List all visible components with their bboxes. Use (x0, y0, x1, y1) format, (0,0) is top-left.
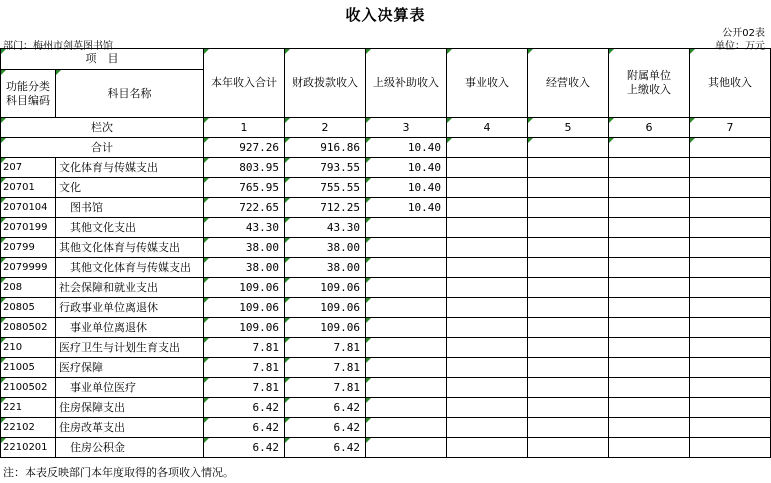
row-value (447, 218, 528, 238)
row-value (528, 338, 609, 358)
total-row (1, 138, 771, 158)
row-value (528, 178, 609, 198)
row-name: 医疗保障 (56, 358, 204, 378)
table-row (1, 278, 771, 298)
row-value (609, 438, 690, 458)
row-value: 10.40 (366, 178, 447, 198)
row-value (366, 318, 447, 338)
row-name: 其他文化支出 (56, 218, 204, 238)
header-code: 功能分类科目编码 (1, 70, 56, 118)
row-value: 7.81 (285, 378, 366, 398)
row-value: 722.65 (204, 198, 285, 218)
row-name: 图书馆 (56, 198, 204, 218)
row-value (528, 318, 609, 338)
row-value (366, 218, 447, 238)
row-value (447, 358, 528, 378)
row-value (528, 358, 609, 378)
row-value (447, 318, 528, 338)
row-value (366, 298, 447, 318)
row-value (366, 418, 447, 438)
row-value (447, 338, 528, 358)
row-name: 其他文化体育与传媒支出 (56, 258, 204, 278)
total-label: 合计 (1, 138, 204, 158)
table-row (1, 218, 771, 238)
total-value: 916.86 (285, 138, 366, 158)
total-value (528, 138, 609, 158)
row-value (366, 278, 447, 298)
row-value (528, 378, 609, 398)
row-value (528, 418, 609, 438)
row-code: 2210201 (1, 438, 56, 458)
row-value: 6.42 (285, 398, 366, 418)
row-value (609, 158, 690, 178)
row-code: 20805 (1, 298, 56, 318)
row-value (609, 238, 690, 258)
department-label: 部门：梅州市剑英图书馆 (3, 41, 113, 52)
row-value (609, 418, 690, 438)
row-value (366, 438, 447, 458)
row-value (690, 418, 771, 438)
col-header: 经营收入 (528, 49, 609, 118)
table-row (1, 178, 771, 198)
row-value: 7.81 (204, 378, 285, 398)
row-value (609, 358, 690, 378)
col-header: 财政拨款收入 (285, 49, 366, 118)
row-value (690, 278, 771, 298)
table-row (1, 398, 771, 418)
row-value (447, 158, 528, 178)
row-value (366, 398, 447, 418)
lanci-num: 1 (204, 118, 285, 138)
row-value: 6.42 (285, 418, 366, 438)
footnote: 注：本表反映部门本年度取得的各项收入情况。 (3, 466, 234, 479)
row-name: 事业单位离退休 (56, 318, 204, 338)
row-value (366, 378, 447, 398)
row-value: 793.55 (285, 158, 366, 178)
row-value (447, 278, 528, 298)
table-row (1, 438, 771, 458)
row-value: 109.06 (285, 298, 366, 318)
row-value: 7.81 (204, 338, 285, 358)
row-name: 社会保障和就业支出 (56, 278, 204, 298)
header-name: 科目名称 (56, 70, 204, 118)
total-value: 10.40 (366, 138, 447, 158)
unit-label: 单位：万元 (715, 41, 765, 52)
row-code: 20701 (1, 178, 56, 198)
row-name: 住房改革支出 (56, 418, 204, 438)
row-name: 事业单位医疗 (56, 378, 204, 398)
row-value (609, 398, 690, 418)
lanci-num: 2 (285, 118, 366, 138)
page-title: 收入决算表 (345, 6, 426, 24)
row-value (609, 258, 690, 278)
row-name: 其他文化体育与传媒支出 (56, 238, 204, 258)
row-value (690, 378, 771, 398)
row-name: 文化体育与传媒支出 (56, 158, 204, 178)
row-value (447, 378, 528, 398)
row-value (447, 258, 528, 278)
row-code: 207 (1, 158, 56, 178)
form-code: 公开02表 (722, 28, 765, 39)
lanci-row (1, 118, 771, 138)
row-value (447, 238, 528, 258)
row-code: 20799 (1, 238, 56, 258)
row-value: 6.42 (204, 418, 285, 438)
row-value (609, 378, 690, 398)
row-value: 755.55 (285, 178, 366, 198)
row-value (609, 298, 690, 318)
col-header: 其他收入 (690, 49, 771, 118)
row-value (609, 198, 690, 218)
row-value (690, 298, 771, 318)
row-value (609, 318, 690, 338)
row-code: 2080502 (1, 318, 56, 338)
col-header: 附属单位上缴收入 (609, 49, 690, 118)
row-value (528, 258, 609, 278)
row-value (366, 358, 447, 378)
row-code: 210 (1, 338, 56, 358)
row-value (447, 438, 528, 458)
row-value (690, 198, 771, 218)
income-table (0, 48, 771, 458)
table-row (1, 298, 771, 318)
row-value: 6.42 (204, 398, 285, 418)
row-value (366, 338, 447, 358)
lanci-label: 栏次 (1, 118, 204, 138)
row-value (609, 278, 690, 298)
row-name: 住房保障支出 (56, 398, 204, 418)
table-row (1, 418, 771, 438)
row-value (690, 438, 771, 458)
row-code: 22102 (1, 418, 56, 438)
row-value: 803.95 (204, 158, 285, 178)
col-header: 事业收入 (447, 49, 528, 118)
table-row (1, 318, 771, 338)
row-value (528, 198, 609, 218)
row-value (447, 418, 528, 438)
row-value: 10.40 (366, 198, 447, 218)
row-value: 7.81 (285, 338, 366, 358)
row-code: 2079999 (1, 258, 56, 278)
row-value (447, 198, 528, 218)
row-value: 109.06 (285, 318, 366, 338)
total-value (690, 138, 771, 158)
row-value (447, 178, 528, 198)
row-value: 7.81 (285, 358, 366, 378)
row-value (366, 258, 447, 278)
row-value (528, 298, 609, 318)
total-value: 927.26 (204, 138, 285, 158)
row-value (690, 338, 771, 358)
table-row (1, 238, 771, 258)
row-value (528, 438, 609, 458)
lanci-num: 6 (609, 118, 690, 138)
row-code: 2100502 (1, 378, 56, 398)
row-value (690, 398, 771, 418)
table-row (1, 378, 771, 398)
row-value (690, 358, 771, 378)
row-value (528, 278, 609, 298)
row-value (690, 178, 771, 198)
table-row (1, 158, 771, 178)
row-name: 住房公积金 (56, 438, 204, 458)
row-value: 109.06 (204, 318, 285, 338)
row-name: 行政事业单位离退休 (56, 298, 204, 318)
row-name: 文化 (56, 178, 204, 198)
row-code: 2070199 (1, 218, 56, 238)
row-code: 221 (1, 398, 56, 418)
row-value (690, 158, 771, 178)
row-value: 38.00 (204, 258, 285, 278)
col-header: 上级补助收入 (366, 49, 447, 118)
row-value: 43.30 (285, 218, 366, 238)
row-value: 109.06 (285, 278, 366, 298)
row-code: 21005 (1, 358, 56, 378)
row-value (609, 338, 690, 358)
lanci-num: 4 (447, 118, 528, 138)
row-value (528, 158, 609, 178)
row-value: 712.25 (285, 198, 366, 218)
lanci-num: 5 (528, 118, 609, 138)
row-value (690, 238, 771, 258)
row-value (528, 238, 609, 258)
row-value: 765.95 (204, 178, 285, 198)
row-value (690, 218, 771, 238)
header-xiangmu: 项 目 (1, 49, 204, 70)
row-value (447, 398, 528, 418)
row-value: 109.06 (204, 298, 285, 318)
row-value (609, 218, 690, 238)
row-value: 38.00 (285, 258, 366, 278)
row-code: 208 (1, 278, 56, 298)
row-value (690, 318, 771, 338)
table-row (1, 198, 771, 218)
row-value (528, 218, 609, 238)
table-row (1, 358, 771, 378)
table-row (1, 258, 771, 278)
row-value (528, 398, 609, 418)
row-value: 38.00 (204, 238, 285, 258)
col-header: 本年收入合计 (204, 49, 285, 118)
table-row (1, 338, 771, 358)
total-value (609, 138, 690, 158)
row-value: 6.42 (204, 438, 285, 458)
row-value: 109.06 (204, 278, 285, 298)
lanci-num: 7 (690, 118, 771, 138)
row-value: 38.00 (285, 238, 366, 258)
row-value: 7.81 (204, 358, 285, 378)
row-value: 6.42 (285, 438, 366, 458)
row-value: 10.40 (366, 158, 447, 178)
row-name: 医疗卫生与计划生育支出 (56, 338, 204, 358)
row-code: 2070104 (1, 198, 56, 218)
row-value (609, 178, 690, 198)
lanci-num: 3 (366, 118, 447, 138)
row-value (366, 238, 447, 258)
row-value (447, 298, 528, 318)
row-value: 43.30 (204, 218, 285, 238)
total-value (447, 138, 528, 158)
row-value (690, 258, 771, 278)
